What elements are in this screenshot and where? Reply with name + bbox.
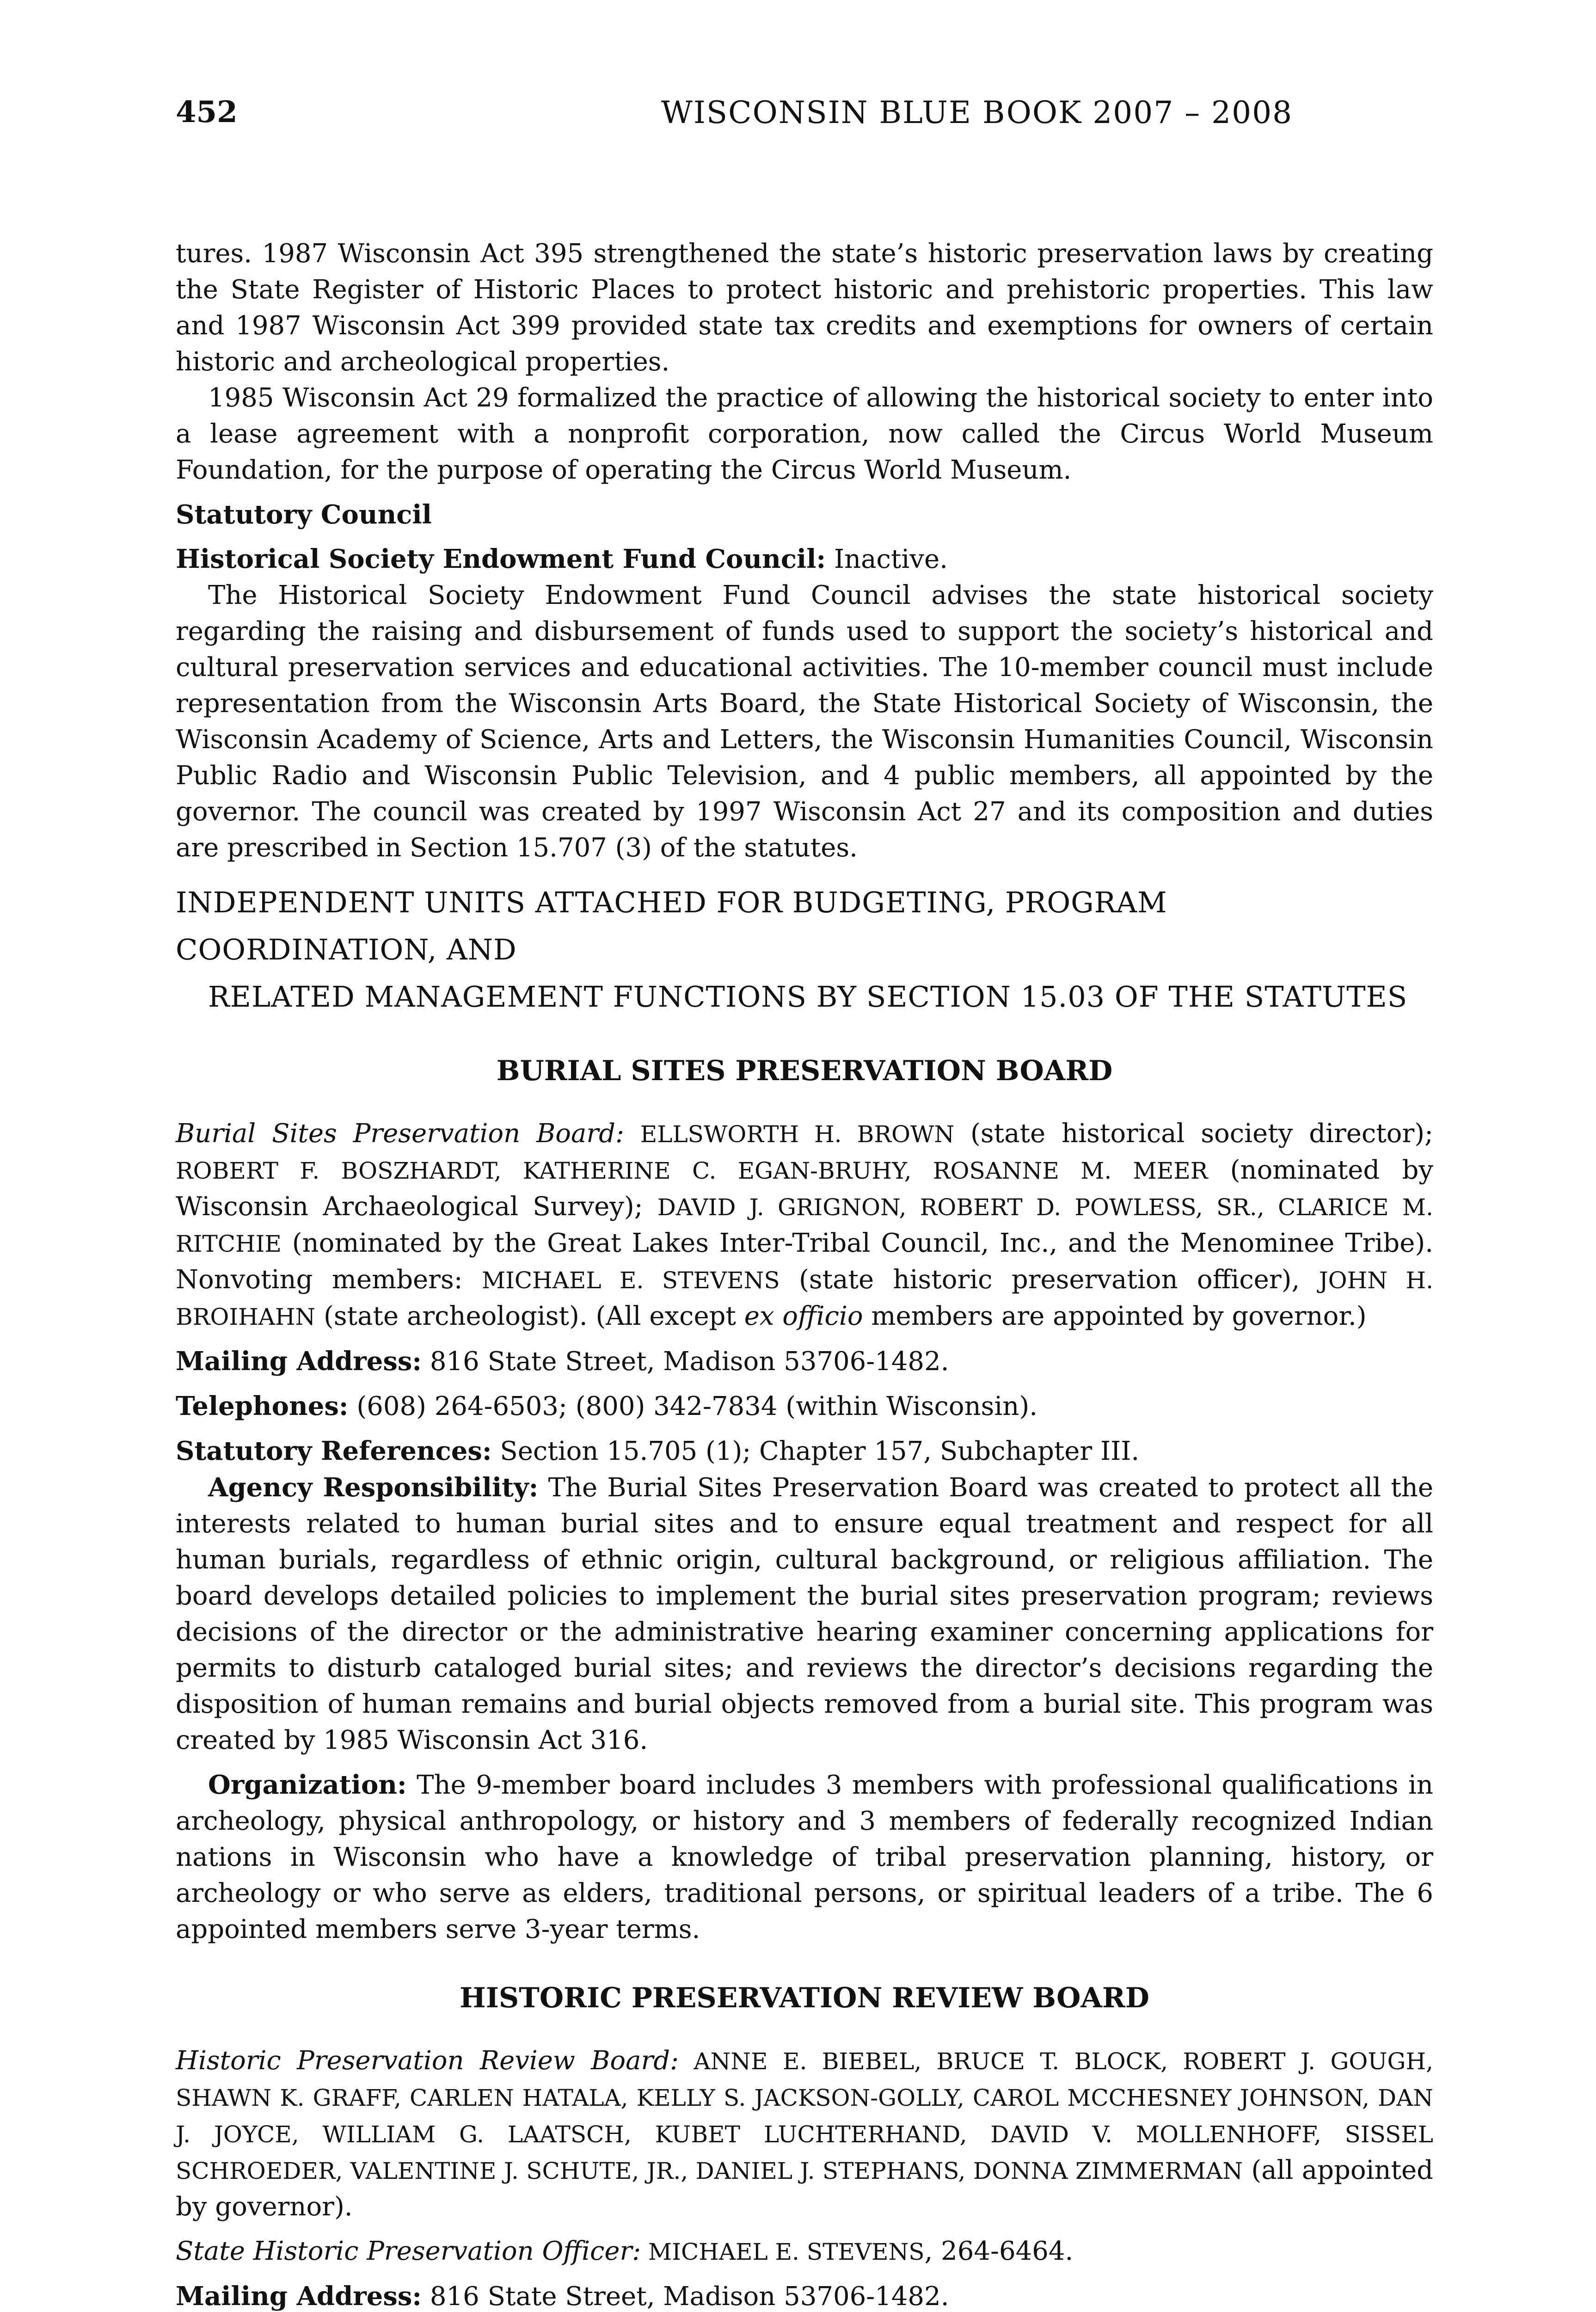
field-label: Organization: — [208, 1770, 407, 1800]
member-role: (state historic preservation officer), — [780, 1265, 1319, 1295]
field-label: Statutory References: — [176, 1436, 492, 1466]
burial-statutory-references — [176, 1433, 1433, 1470]
roster-end: (all appointed by governor). — [176, 2155, 1434, 2222]
intro-paragraph-circus-world: 1985 Wisconsin Act 29 formalized the practice of allowing the historical society to enter into a lease agreement with a nonprofit corporation, now called the Circus World Museum Foundation, for the purpose of operating the Circus World Museum. — [176, 383, 1433, 485]
burial-board-roster — [176, 1116, 1433, 1335]
member-name: ELLSWORTH H. BROWN — [640, 1121, 955, 1148]
field-label: Telephones: — [176, 1391, 349, 1421]
burial-agency-responsibility — [176, 1470, 1433, 1759]
statutory-council-heading: Statutory Council — [176, 499, 432, 530]
member-role: (state historical society director); — [954, 1119, 1433, 1149]
field-label: Mailing Address: — [176, 2281, 422, 2312]
field-value: 816 State Street, Madison 53706-1482. — [422, 2281, 949, 2312]
member-names: ANNE E. BIEBEL, BRUCE T. BLOCK, ROBERT J. GOUGH, SHAWN K. GRAFF, CARLEN HATALA, KELLY S. JACKSON-GOLLY, CAROL MCCHESNEY JOHNSON, DAN J. JOYCE, WILLIAM G. LAATSCH, KUBET LUCHTERHAND, DAVID V. MOLLENHOFF, SISSEL SCHROEDER, VALENTINE J. SCHUTE, JR., DANIEL J. STEPHANS, DONNA ZIMMERMAN — [176, 2048, 1433, 2184]
historic-board-roster — [176, 2043, 1433, 2225]
field-label: Agency Responsibility: — [208, 1472, 539, 1503]
endowment-council-name: Historical Society Endowment Fund Council: — [176, 544, 826, 574]
member-name: JOHN H. BROIHAHN — [176, 1267, 1434, 1330]
field-label: Mailing Address: — [176, 1346, 422, 1377]
independent-units-heading-line1: INDEPENDENT UNITS ATTACHED FOR BUDGETING, PROGRAM COORDINATION, AND — [176, 885, 1167, 966]
field-value: Section 15.705 (1); Chapter 157, Subchapter III. — [491, 1436, 1140, 1466]
member-role: (state archeologist). (All except — [315, 1301, 744, 1331]
officer-label: State Historic Preservation Officer: — [176, 2236, 641, 2266]
roster-end: members are appointed by governor.) — [863, 1301, 1367, 1331]
historic-mailing-address — [176, 2278, 1433, 2312]
burial-board-roster-label: Burial Sites Preservation Board: — [176, 1119, 624, 1149]
endowment-council-description: The Historical Society Endowment Fund Council advises the state historical society regarding the raising and disbursement of funds used to support the society’s historical and cultural preservation services and educational activities. The 10-member council must include representation from the Wisconsin Arts Board, the State Historical Society of Wisconsin, the Wisconsin Academy of Science, Arts and Letters, the Wisconsin Humanities Council, Wisconsin Public Radio and Wisconsin Public Television, and 4 public members, all appointed by the governor. The council was created by 1997 Wisconsin Act 27 and its composition and duties are prescribed in Section 15.707 (3) of the statutes. — [176, 580, 1433, 863]
burial-telephones — [176, 1388, 1433, 1425]
burial-board-title: BURIAL SITES PRESERVATION BOARD — [496, 1055, 1113, 1087]
member-role: (nominated by Wisconsin Archaeological Survey); — [176, 1155, 1433, 1222]
officer-phone: , 264-6464. — [924, 2236, 1074, 2266]
field-value: The 9-member board includes 3 members with professional qualifications in archeology, physical anthropology, or history and 3 members of federally recognized Indian nations in Wisconsin who have a knowledge of tribal preservation planning, history, or archeology or who serve as elders, traditional persons, or spiritual leaders of a tribe. The 6 appointed members serve 3-year terms. — [176, 1770, 1433, 1944]
historic-board-roster-label: Historic Preservation Review Board: — [176, 2046, 679, 2076]
intro-paragraph-continued: tures. 1987 Wisconsin Act 395 strengthened the state’s historic preservation laws by creating the State Register of Historic Places to protect historic and prehistoric properties. This law and 1987 Wisconsin Act 399 provided state tax credits and exemptions for owners of certain historic and archeological properties. — [176, 239, 1433, 377]
running-header — [176, 95, 1433, 146]
independent-units-heading-line2: RELATED MANAGEMENT FUNCTIONS BY SECTION 15.03 OF THE STATUTES — [208, 980, 1408, 1014]
running-title: WISCONSIN BLUE BOOK 2007 – 2008 — [661, 95, 1293, 130]
historic-preservation-officer — [176, 2233, 1433, 2270]
burial-organization — [176, 1767, 1433, 1948]
page-body — [176, 236, 1433, 2312]
ex-officio-term: ex officio — [744, 1301, 863, 1331]
endowment-council-status: Inactive. — [826, 544, 948, 574]
member-name: MICHAEL E. STEVENS — [481, 1267, 780, 1294]
independent-units-heading — [176, 879, 1433, 1021]
historic-board-title: HISTORIC PRESERVATION REVIEW BOARD — [460, 1982, 1149, 2014]
endowment-council-entry — [176, 541, 1433, 578]
officer-name: MICHAEL E. STEVENS — [641, 2238, 925, 2265]
page-number: 452 — [176, 95, 238, 129]
field-value: The Burial Sites Preservation Board was created to protect all the interests related to human burial sites and to ensure equal treatment and respect for all human burials, regardless of ethnic origin, cultural background, or religious affiliation. The board develops detailed policies to implement the burial sites preservation program; reviews decisions of the director or the administrative hearing examiner concerning applications for permits to disturb cataloged burial sites; and reviews the director’s decisions regarding the disposition of human remains and burial objects removed from a burial site. This program was created by 1985 Wisconsin Act 316. — [176, 1473, 1433, 1755]
field-value: 816 State Street, Madison 53706-1482. — [422, 1347, 949, 1377]
member-names: DAVID J. GRIGNON, ROBERT D. POWLESS, SR., CLARICE M. RITCHIE — [176, 1194, 1433, 1257]
member-role: (nominated by the Great Lakes Inter-Tribal Council, Inc., and the Menominee Tribe). Nonvoting members: — [176, 1228, 1433, 1295]
burial-mailing-address — [176, 1343, 1433, 1380]
field-value: (608) 264-6503; (800) 342-7834 (within Wisconsin). — [348, 1391, 1037, 1421]
member-names: ROBERT F. BOSZHARDT, KATHERINE C. EGAN-BRUHY, ROSANNE M. MEER — [176, 1157, 1208, 1184]
